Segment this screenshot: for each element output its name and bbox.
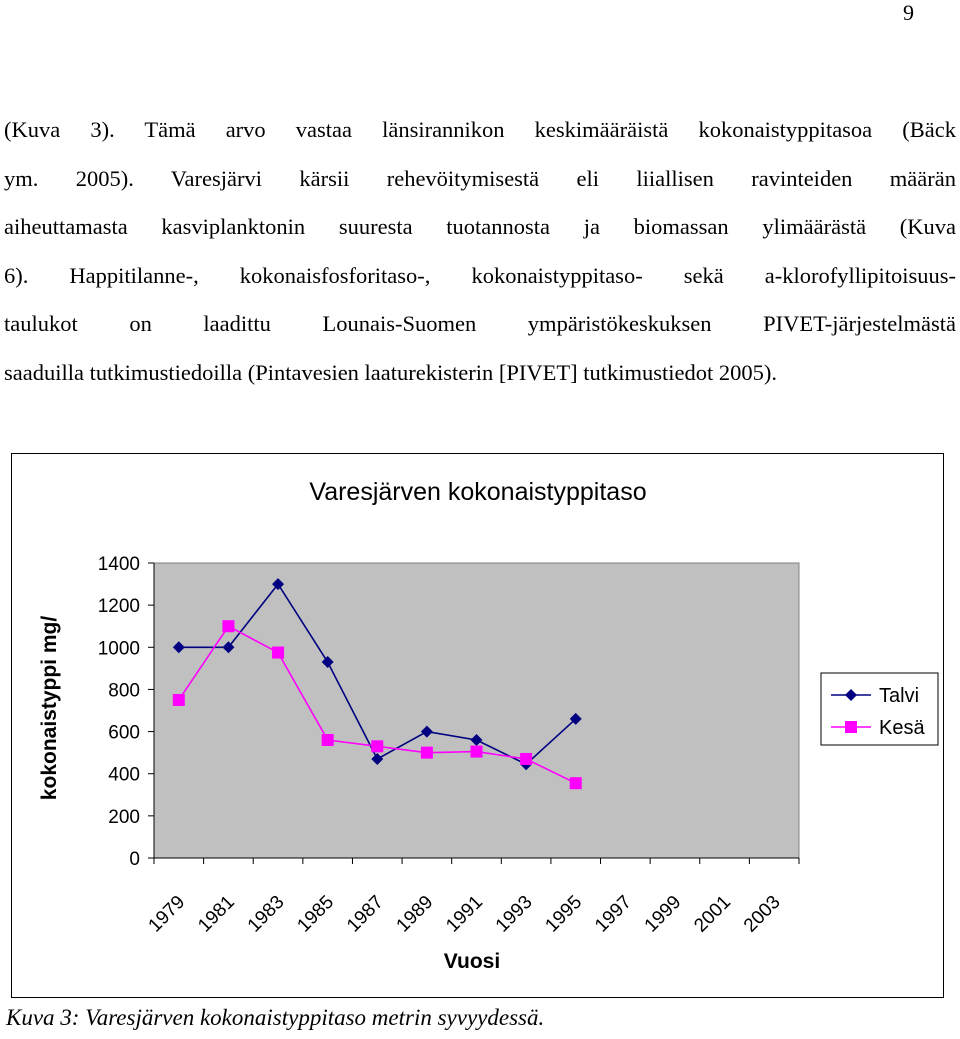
y-tick-label: 800 <box>108 680 140 702</box>
x-tick-label: 2003 <box>739 891 785 937</box>
body-line: 6). Happitilanne-, kokonaisfosforitaso-, kokonaistyppitaso- sekä a-klorofyllipitoisuus- <box>4 262 956 288</box>
body-line: saaduilla tutkimustiedoilla (Pintavesien laaturekisterin [PIVET] tutkimustiedot 2005). <box>4 359 777 385</box>
x-tick-label: 1993 <box>491 891 537 937</box>
y-tick-label: 1200 <box>97 596 140 618</box>
x-tick-label: 1979 <box>144 891 190 937</box>
legend-label: Talvi <box>879 685 920 707</box>
data-point-square <box>421 747 433 759</box>
data-point-square <box>173 694 185 706</box>
chart-container <box>11 453 944 998</box>
y-tick-label: 0 <box>129 849 140 870</box>
x-tick-label: 1987 <box>343 891 388 937</box>
page-number: 9 <box>903 0 914 25</box>
legend-label: Kesä <box>879 717 925 739</box>
body-line: (Kuva 3). Tämä arvo vastaa länsirannikon keskimääräistä kokonaistyppitasoa (Bäck <box>4 117 956 142</box>
x-tick-label: 1981 <box>194 891 239 937</box>
body-line: taulukot on laadittu Lounais-Suomen ympäristökeskuksen PIVET-järjestelmästä <box>4 311 956 336</box>
data-point-square <box>222 620 234 632</box>
x-tick-label: 1999 <box>640 891 686 937</box>
y-axis-label: kokonaistyppi mg/ <box>38 615 61 801</box>
data-point-square <box>520 753 532 765</box>
body-line: ym. 2005). Varesjärvi kärsii rehevöitymisestä eli liiallisen ravinteiden määrän <box>4 165 956 191</box>
data-point-square <box>371 740 383 752</box>
x-axis-label: Vuosi <box>443 950 501 973</box>
data-point-square <box>570 777 582 789</box>
legend-marker-square <box>845 721 857 733</box>
plot-area <box>154 563 799 858</box>
x-tick-label: 1995 <box>541 891 587 937</box>
data-point-square <box>272 647 284 659</box>
body-paragraph <box>4 106 956 397</box>
x-tick-label: 1989 <box>392 891 438 937</box>
data-point-square <box>322 734 334 746</box>
x-tick-label: 1983 <box>243 891 289 937</box>
x-tick-label: 1997 <box>591 891 636 937</box>
y-tick-label: 600 <box>108 722 140 744</box>
y-tick-label: 400 <box>108 764 140 786</box>
x-tick-label: 1985 <box>293 891 339 937</box>
body-line: aiheuttamasta kasviplanktonin suuresta tuotannosta ja biomassan ylimäärästä (Kuva <box>4 214 956 239</box>
figure-caption: Kuva 3: Varesjärven kokonaistyppitaso metrin syvyydessä. <box>6 1005 545 1030</box>
y-tick-label: 1000 <box>97 638 140 660</box>
x-tick-label: 1991 <box>442 891 487 937</box>
chart-title: Varesjärven kokonaistyppitaso <box>309 478 647 506</box>
data-point-square <box>471 746 483 758</box>
y-tick-label: 1400 <box>97 554 140 575</box>
line-chart <box>12 454 943 997</box>
x-tick-label: 2001 <box>690 891 736 937</box>
y-tick-label: 200 <box>108 806 140 828</box>
